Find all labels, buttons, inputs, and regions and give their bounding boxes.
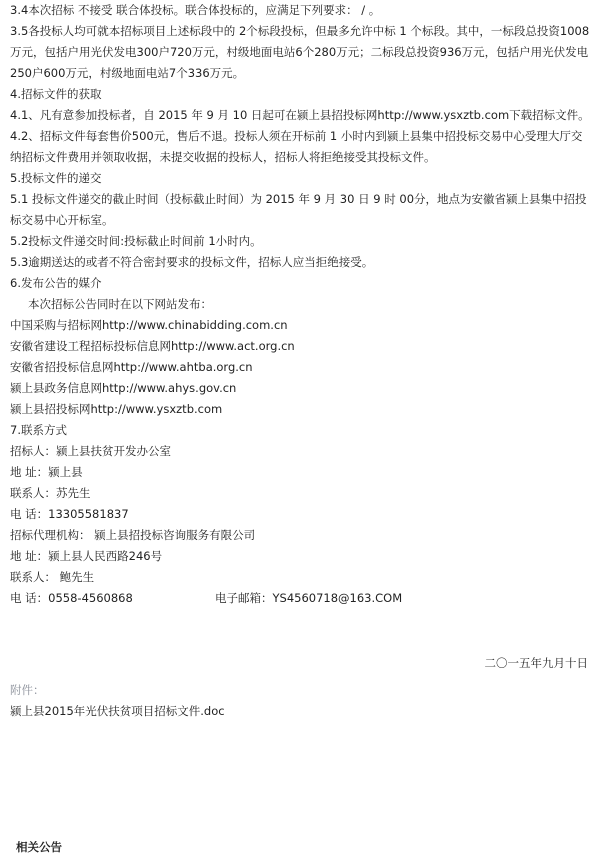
tenderer-contact: 联系人：苏先生: [10, 486, 91, 500]
agency-contact: 联系人： 鲍先生: [10, 570, 95, 584]
site-ahtba[interactable]: 安徽省招投标信息网http://www.ahtba.org.cn: [10, 360, 253, 374]
agency-address: 地 址：颍上县人民西路246号: [10, 549, 163, 563]
site-ysxztb[interactable]: 颍上县招投标网http://www.ysxztb.com: [10, 402, 223, 416]
clause-5-3: 5.3逾期送达的或者不符合密封要求的投标文件，招标人应当拒绝接受。: [10, 255, 374, 269]
agency-phone-email-row: [10, 588, 590, 609]
attachment-label: 附件：: [10, 683, 45, 697]
site-ahys[interactable]: 颍上县政务信息网http://www.ahys.gov.cn: [10, 381, 237, 395]
section-7-heading: 7.联系方式: [10, 423, 67, 437]
section-4-heading: 4.招标文件的获取: [10, 87, 102, 101]
tenderer: 招标人：颍上县扶贫开发办公室: [10, 444, 171, 458]
media-intro: 本次招标公告同时在以下网站发布：: [28, 297, 212, 311]
clause-3-4: 3.4本次招标 不接受 联合体投标。联合体投标的，应满足下列要求： / 。: [10, 3, 381, 17]
related-notices-heading: 相关公告: [16, 840, 62, 854]
clause-3-5: 3.5各投标人均可就本招标项目上述标段中的 2个标段投标，但最多允许中标 1 个标段。其中，一标段总投资1008万元，包括户用光伏发电300户720万元，村级地面电站6个280万元；二标段总投资936万元，包括户用光伏发电250户600万元，村级地面电站7个336万元。: [10, 24, 590, 80]
clause-4-1: 4.1、凡有意参加投标者，自 2015 年 9 月 10 日起可在颍上县招投标网http://www.ysxztb.com下载招标文件。: [10, 108, 590, 122]
section-6-heading: 6.发布公告的媒介: [10, 276, 102, 290]
agency: 招标代理机构： 颍上县招投标咨询服务有限公司: [10, 528, 256, 542]
section-5-heading: 5.投标文件的递交: [10, 171, 102, 185]
tenderer-address: 地 址：颍上县: [10, 465, 83, 479]
clause-5-1: 5.1 投标文件递交的截止时间（投标截止时间）为 2015 年 9 月 30 日 9 时 00分，地点为安徽省颍上县集中招投标交易中心开标室。: [10, 192, 587, 227]
clause-5-2: 5.2投标文件递交时间:投标截止时间前 1小时内。: [10, 234, 262, 248]
issue-date: 二〇一五年九月十日: [484, 656, 588, 670]
agency-phone: 电 话：0558-4560868: [10, 591, 133, 605]
tenderer-phone: 电 话：13305581837: [10, 507, 129, 521]
clause-4-2: 4.2、招标文件每套售价500元，售后不退。投标人须在开标前 1 小时内到颍上县集中招投标交易中心受理大厅交纳招标文件费用并领取收据，未提交收据的投标人，招标人将拒绝接受其投标文件。: [10, 129, 583, 164]
site-chinabidding[interactable]: 中国采购与招标网http://www.chinabidding.com.cn: [10, 318, 288, 332]
site-act[interactable]: 安徽省建设工程招标投标信息网http://www.act.org.cn: [10, 339, 295, 353]
attachment-link[interactable]: 颍上县2015年光伏扶贫项目招标文件.doc: [10, 704, 225, 718]
agency-email[interactable]: 电子邮箱：YS4560718@163.COM: [215, 591, 403, 605]
